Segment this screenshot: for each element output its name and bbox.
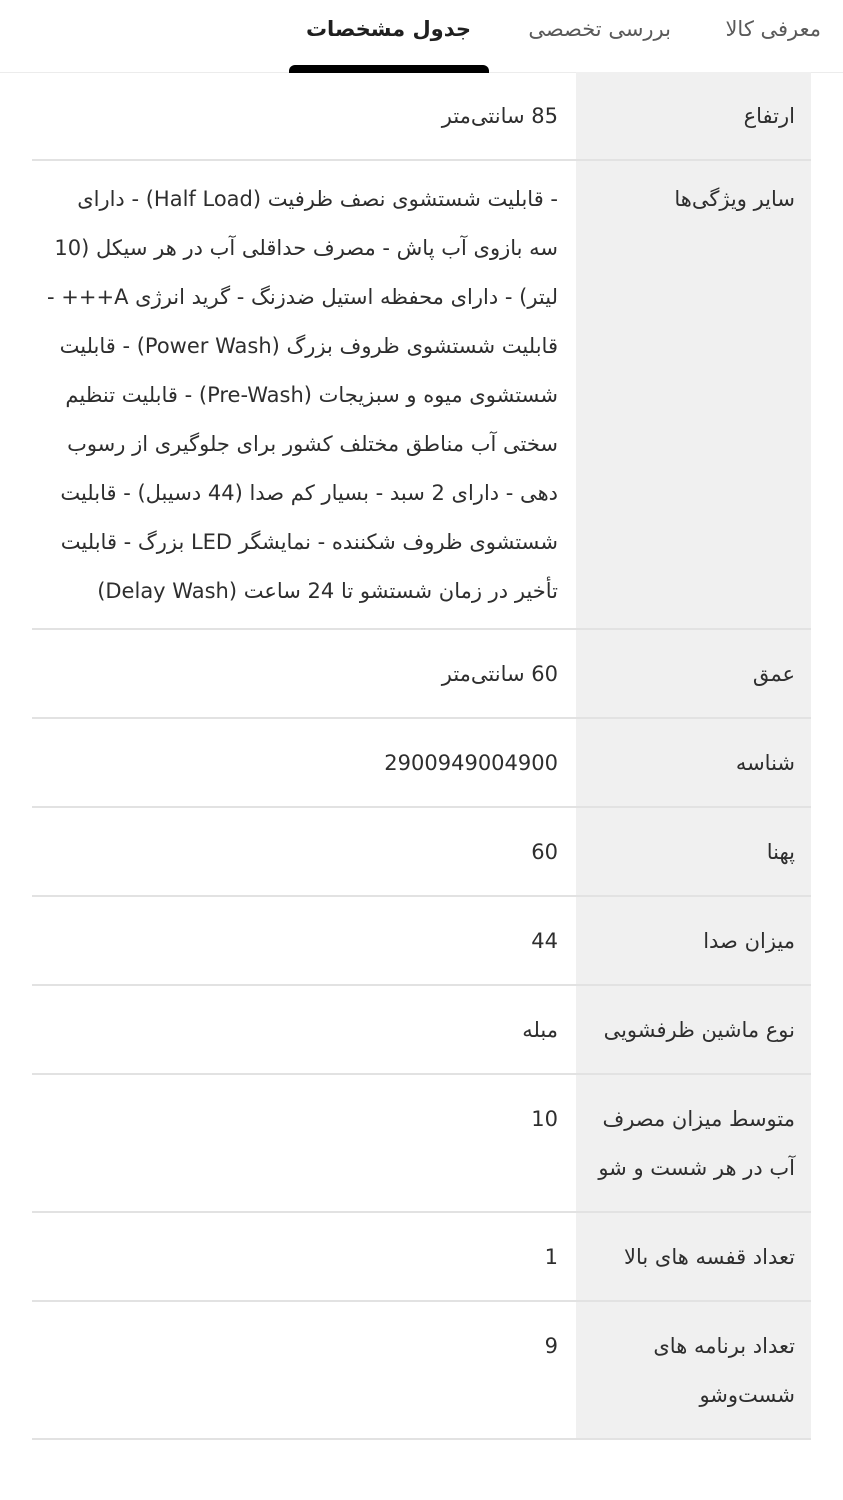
- spec-value: 9: [544, 1334, 558, 1358]
- spec-row-depth: [32, 630, 811, 719]
- tab-product-intro[interactable]: معرفی کالا: [725, 17, 821, 41]
- spec-label: سایر ویژگی‌ها: [576, 161, 811, 628]
- spec-label: عمق: [576, 630, 811, 717]
- spec-row-id: [32, 719, 811, 808]
- spec-row-upper-racks: [32, 1213, 811, 1302]
- spec-value: 60: [531, 840, 558, 864]
- spec-value: 60 سانتی‌متر: [441, 662, 558, 686]
- spec-label: میزان صدا: [576, 897, 811, 984]
- spec-label: ارتفاع: [576, 72, 811, 159]
- spec-value: 85 سانتی‌متر: [441, 104, 558, 128]
- spec-row-other-features: [32, 161, 811, 630]
- spec-label: متوسط میزان مصرف آب در هر شست و شو: [576, 1075, 811, 1211]
- spec-label: شناسه: [576, 719, 811, 806]
- spec-label: تعداد برنامه های شست‌وشو: [576, 1302, 811, 1438]
- spec-label: تعداد قفسه های بالا: [576, 1213, 811, 1300]
- spec-value: مبله: [522, 1018, 558, 1042]
- spec-label: پهنا: [576, 808, 811, 895]
- spec-value: 10: [531, 1107, 558, 1131]
- spec-row-width: [32, 808, 811, 897]
- tab-specifications[interactable]: جدول مشخصات: [305, 17, 471, 41]
- tab-expert-review[interactable]: بررسی تخصصی: [528, 17, 671, 41]
- spec-value: 44: [531, 929, 558, 953]
- spec-row-height: [32, 72, 811, 161]
- spec-row-dishwasher-type: [32, 986, 811, 1075]
- spec-row-wash-programs: [32, 1302, 811, 1440]
- spec-value: 2900949004900: [384, 751, 558, 775]
- tab-bar: [0, 0, 843, 73]
- spec-value: - قابلیت شستشوی نصف ظرفیت (Half Load) - دارای سه بازوی آب پاش - مصرف حداقلی آب در هر سیکل (10 لیتر) - دارای محفظه استیل ضدزنگ - گرید انرژی A+++ - قابلیت شستشوی ظروف بزرگ (Power Wash) - قابلیت شستشوی میوه و سبزیجات (Pre-Wash) - قابلیت تنظیم سختی آب مناطق مختلف کشور برای جلوگیری از رسوب دهی - دارای 2 سبد - بسیار کم صدا (44 دسیبل) - قابلیت شستشوی ظروف شکننده - نمایشگر LED بزرگ - قابلیت تأخیر در زمان شستشو تا 24 ساعت (Delay Wash): [47, 187, 558, 603]
- spec-row-noise-level: [32, 897, 811, 986]
- spec-table: [32, 72, 811, 1440]
- spec-row-water-consumption: [32, 1075, 811, 1213]
- spec-label: نوع ماشین ظرفشویی: [576, 986, 811, 1073]
- spec-value: 1: [544, 1245, 558, 1269]
